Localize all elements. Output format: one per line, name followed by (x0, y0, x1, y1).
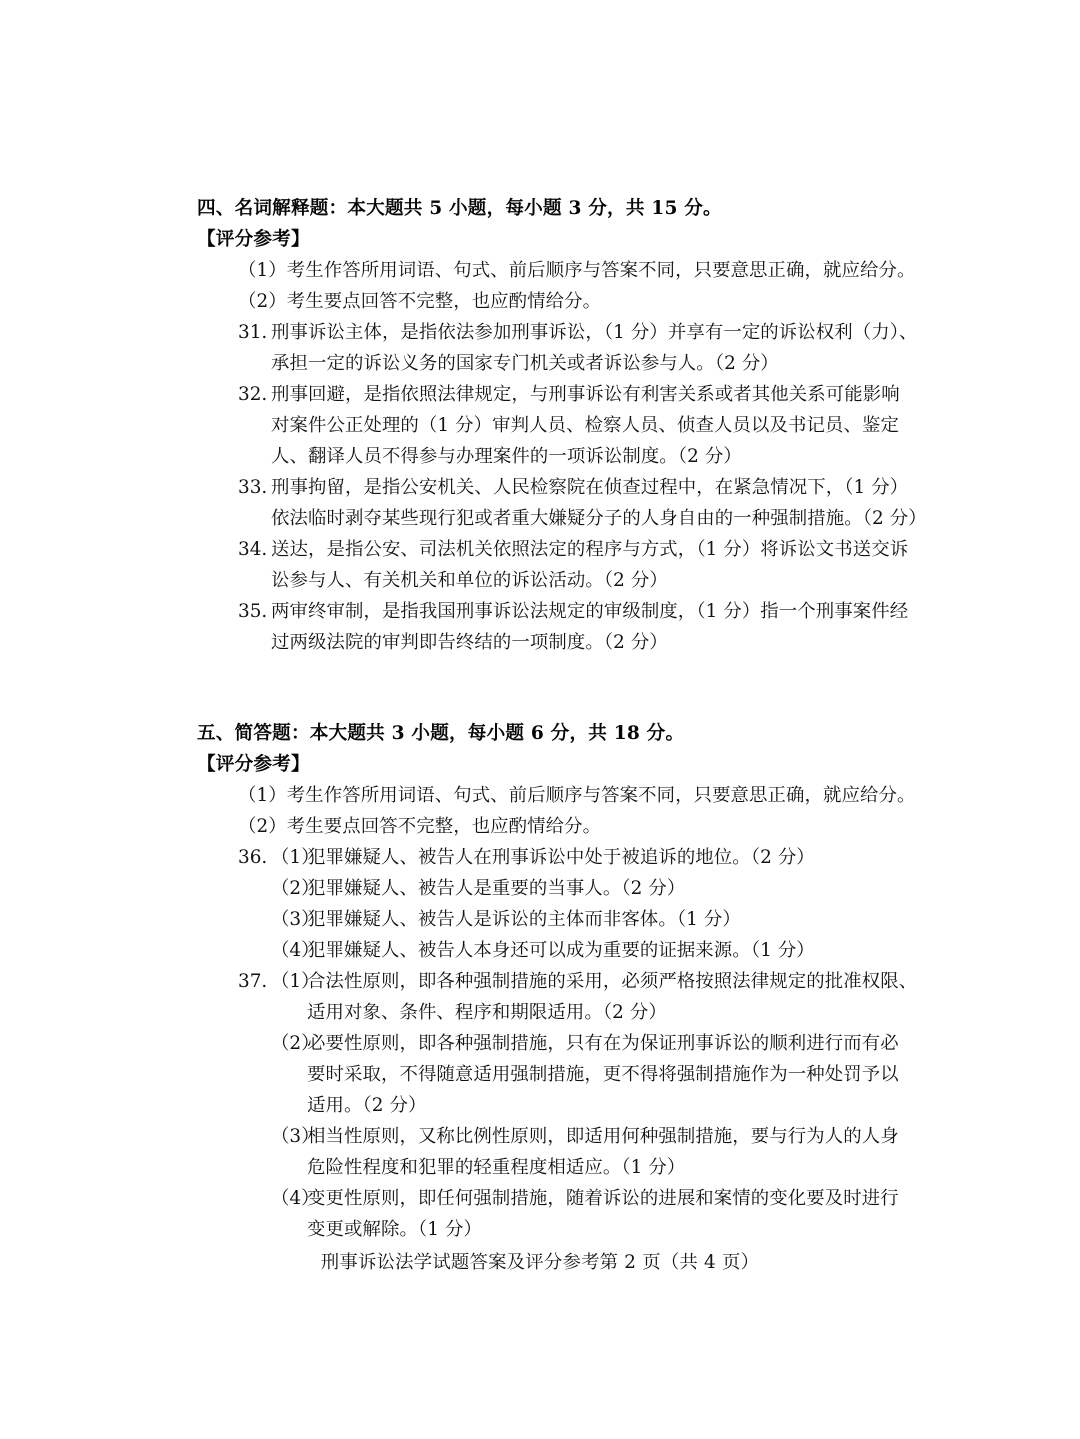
sub-item (271, 966, 918, 1028)
item-number: 34. (238, 539, 268, 560)
item-line: 两审终审制，是指我国刑事诉讼法规定的审级制度，（1 分）指一个刑事案件经 (271, 601, 909, 622)
sub-item (271, 873, 893, 904)
item-line: 相当性原则，又称比例性原则，即适用何种强制措施，要与行为人的人身 (307, 1126, 899, 1147)
item-number: 35. (238, 601, 268, 622)
section-heading-five: 五、简答题：本大题共 3 小题，每小题 6 分，共 18 分。 (197, 723, 685, 744)
sub-item-body (307, 935, 893, 966)
item-line: 适用对象、条件、程序和期限适用。（2 分） (307, 1002, 667, 1023)
item-line: 适用。（2 分） (307, 1095, 427, 1116)
sub-item-marker: （2） (271, 878, 320, 899)
item-body (271, 317, 918, 379)
grading-note: （2）考生要点回答不完整，也应酌情给分。 (238, 816, 602, 837)
answer-item-37 (238, 966, 918, 1245)
item-body (271, 379, 900, 472)
item-number: 37. (238, 971, 268, 992)
item-line: 合法性原则，即各种强制措施的采用，必须严格按照法律规定的批准权限、 (307, 971, 918, 992)
item-number: 36. (238, 847, 268, 868)
sub-item-marker: （4） (271, 1188, 320, 1209)
item-body (271, 534, 909, 596)
item-number: 33. (238, 477, 268, 498)
item-line: 必要性原则，即各种强制措施，只有在为保证刑事诉讼的顺利进行而有必 (307, 1033, 899, 1054)
item-line: 变更性原则，即任何强制措施，随着诉讼的进展和案情的变化要及时进行 (307, 1188, 899, 1209)
section-heading-four: 四、名词解释题：本大题共 5 小题，每小题 3 分，共 15 分。 (197, 198, 722, 219)
item-line: 犯罪嫌疑人、被告人在刑事诉讼中处于被追诉的地位。（2 分） (307, 847, 815, 868)
sub-item-marker: （1） (271, 971, 320, 992)
item-line: 犯罪嫌疑人、被告人是诉讼的主体而非客体。（1 分） (307, 909, 741, 930)
answer-item-36 (238, 842, 893, 966)
sub-item-marker: （2） (271, 1033, 320, 1054)
item-line: 依法临时剥夺某些现行犯或者重大嫌疑分子的人身自由的一种强制措施。（2 分） (271, 508, 927, 529)
sub-item-marker: （3） (271, 909, 320, 930)
item-line: 对案件公正处理的（1 分）审判人员、检察人员、侦查人员以及书记员、鉴定 (271, 415, 899, 436)
item-line: 犯罪嫌疑人、被告人本身还可以成为重要的证据来源。（1 分） (307, 940, 815, 961)
sub-item (271, 1028, 899, 1121)
grading-note: （2）考生要点回答不完整，也应酌情给分。 (238, 291, 602, 312)
item-body (271, 472, 927, 534)
sub-item-marker: （1） (271, 847, 320, 868)
sub-item-marker: （3） (271, 1126, 320, 1147)
sub-item-marker: （4） (271, 940, 320, 961)
item-number: 31. (238, 322, 268, 343)
item-line: 刑事诉讼主体，是指依法参加刑事诉讼，（1 分）并享有一定的诉讼权利（力）、 (271, 322, 918, 343)
grading-reference-heading-five: 【评分参考】 (197, 754, 310, 775)
item-line: 人、翻译人员不得参与办理案件的一项诉讼制度。（2 分） (271, 446, 742, 467)
item-line: 犯罪嫌疑人、被告人是重要的当事人。（2 分） (307, 878, 686, 899)
item-line: 刑事拘留，是指公安机关、人民检察院在侦查过程中，在紧急情况下，（1 分） (271, 477, 909, 498)
sub-item (271, 1183, 899, 1245)
sub-item-body (307, 904, 893, 935)
sub-item-body (307, 966, 918, 1028)
answer-item-33 (238, 472, 927, 534)
answer-item-35 (238, 596, 909, 658)
item-number: 32. (238, 384, 268, 405)
item-line: 过两级法院的审判即告终结的一项制度。（2 分） (271, 632, 668, 653)
document-content (197, 193, 927, 1245)
answer-item-34 (238, 534, 909, 596)
item-line: 刑事回避，是指依照法律规定，与刑事诉讼有利害关系或者其他关系可能影响 (271, 384, 900, 405)
sub-item (271, 904, 893, 935)
sub-item-body (307, 1183, 899, 1245)
item-body (271, 966, 918, 1245)
answer-item-31 (238, 317, 918, 379)
answer-item-32 (238, 379, 900, 472)
item-line: 送达，是指公安、司法机关依照法定的程序与方式，（1 分）将诉讼文书送交诉 (271, 539, 909, 560)
sub-item-body (307, 1028, 899, 1121)
sub-item-body (307, 1121, 899, 1183)
page-footer: 刑事诉讼法学试题答案及评分参考第 2 页（共 4 页） (320, 1252, 760, 1273)
item-line: 变更或解除。（1 分） (307, 1219, 482, 1240)
item-body (271, 596, 909, 658)
sub-item (271, 935, 893, 966)
sub-item-body (307, 873, 893, 904)
grading-note: （1）考生作答所用词语、句式、前后顺序与答案不同，只要意思正确，就应给分。 (238, 785, 916, 806)
grading-reference-heading-four: 【评分参考】 (197, 229, 310, 250)
grading-note: （1）考生作答所用词语、句式、前后顺序与答案不同，只要意思正确，就应给分。 (238, 260, 916, 281)
section-spacer (197, 658, 893, 718)
item-line: 要时采取，不得随意适用强制措施，更不得将强制措施作为一种处罚予以 (307, 1064, 899, 1085)
sub-item (271, 842, 893, 873)
sub-item-body (307, 842, 893, 873)
item-line: 讼参与人、有关机关和单位的诉讼活动。（2 分） (271, 570, 668, 591)
sub-item (271, 1121, 899, 1183)
item-line: 危险性程度和犯罪的轻重程度相适应。（1 分） (307, 1157, 686, 1178)
item-body (271, 842, 893, 966)
item-line: 承担一定的诉讼义务的国家专门机关或者诉讼参与人。（2 分） (271, 353, 779, 374)
